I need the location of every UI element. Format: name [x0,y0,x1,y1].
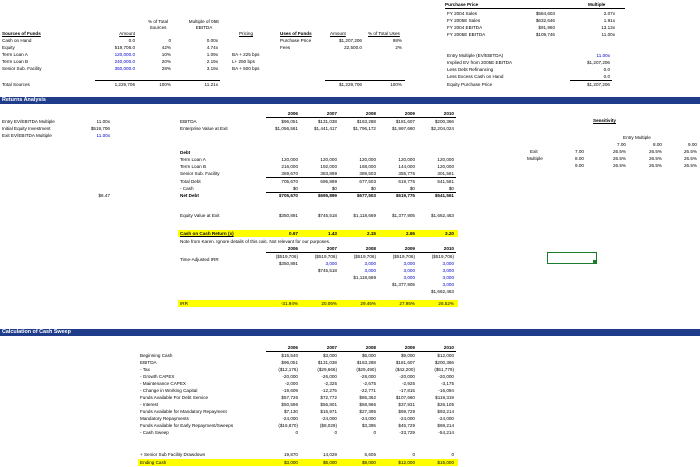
sensitivity-multiple-label: Multiple [527,156,543,161]
sources-total-amount: 1,229,706 [114,82,135,87]
purchase-row-value: $109,746 [535,32,555,37]
uses-row-pct: 98% [392,38,402,43]
sources-row-multiple: 4.74x [206,45,218,50]
debt-row-value: 355,775 [398,171,415,176]
returns-ev-value: $1,796,172 [353,126,376,131]
sweep-row-label: Funds Available for Mandatory Repayment [140,409,227,414]
irr-blue-fill: 3,000 [403,261,415,266]
sweep-row-value: ($51,779) [434,367,454,372]
returns-debt-label: Debt [180,150,191,155]
sweep-row-value: $15,971 [320,409,337,414]
purchase-calc-label: Equity Purchase Price [447,82,493,87]
debt-row-value: 120,000 [359,157,376,162]
purchase-calc-value: 0.0 [603,74,610,79]
purchase-calc-label: Implied EV from 2005E EBITDA [447,60,513,65]
purchase-calc-value: $1,207,206 [587,60,610,65]
irr-blue-fill: 3,000 [403,268,415,273]
sweep-row-value: $131,038 [317,360,337,365]
sweep-year: 2010 [443,345,454,350]
purchase-row-label: FY 2004 Sales [447,11,478,16]
sources-row-pricing: BA + 225 bps [232,52,260,57]
sweep-row-value: ($16,870) [278,423,298,428]
debt-row-value: 144,000 [398,164,415,169]
net-debt-value: $541,561 [434,193,454,198]
selected-cell[interactable] [547,252,597,264]
debt-row-label: - Cash [180,186,194,191]
sweep-row-value: ($8,029) [319,423,337,428]
sweep-year: 2008 [365,345,376,350]
sources-row-pct: 20% [161,59,171,64]
sources-pricing-header: Pricing [238,31,254,36]
irr-value: 27.95% [399,301,415,306]
sweep-row-label: Beginning Cash [140,353,173,358]
debt-row-label: Term Loan A [180,157,206,162]
debt-row-value: 120,000 [281,157,298,162]
sweep-row-label: - Maintenance CAPEX [140,381,186,386]
irr-blue-fill: 3,000 [442,282,454,287]
sources-row-multiple: 2.19x [206,59,218,64]
sources-multiple-header: Multiple of 05E EBITDA [188,19,220,30]
sources-row-multiple: 1.09x [206,52,218,57]
sensitivity-cell: 26.5% [683,163,697,168]
sweep-row-value: -54,214 [438,430,454,435]
returns-assumption-label: Initial Equity Investment [2,126,51,131]
fill-handle[interactable] [593,260,596,263]
coc-value: 2.65 [406,231,415,236]
debt-row-label: Senior Sub. Facility [180,171,220,176]
returns-analysis-banner [0,97,700,104]
sensitivity-cell: 26.5% [612,149,626,154]
irr-blue-fill: 3,000 [442,268,454,273]
sources-total-pct: 100% [159,82,171,87]
returns-assumption-label: Entry EV/EBITDA Multiple [2,119,55,124]
ending-cash-value: $15,000 [437,460,454,465]
sweep-row-value: -33,729 [399,430,415,435]
debt-row-value: $0 [409,186,415,191]
sweep-row-value: $96,051 [281,360,298,365]
debt-subtotal-line [266,177,456,178]
sweep-row-label: Funds Available for Early Repayment/Sweeps [140,423,234,428]
coc-value: 0.67 [289,231,298,236]
sources-total-multiple: 11.21x [204,82,218,87]
sweep-row-value: $37,931 [398,402,415,407]
sweep-row-label: Funds Available For Debt Service [140,395,209,400]
net-debt-value: $619,775 [395,193,415,198]
sweep-row-value: 19,870 [283,452,298,457]
irr-proceeds: $1,377,905 [392,282,415,287]
returns-year: 2010 [443,111,454,116]
sweep-row-value: $3,395 [361,423,376,428]
purchase-calc-value: 11.00x [596,53,610,58]
returns-year-line [266,117,456,118]
debt-row-label: Term Loan B [180,164,207,169]
sources-row-pct: 28% [161,66,171,71]
sweep-row-label: + Senior Sub Facility Drawdown [140,452,206,457]
purchase-row-multiple: 1.91x [603,18,615,23]
sweep-row-value: $26,105 [437,402,454,407]
sources-total-line [95,80,220,81]
sensitivity-cell: 26.5% [683,149,697,154]
sources-row-pricing: BA + 500 bps [232,66,260,71]
coc-label: Cash on Cash Return (x) [180,231,234,236]
debt-row-value: 120,000 [320,157,337,162]
coc-value: 3.20 [445,231,454,236]
irr-proceeds: $745,518 [317,268,337,273]
sweep-row-value: -24,000 [321,416,337,421]
sweep-row-label: EBITDA [140,360,157,365]
sensitivity-entry-label: Entry Multiple [623,135,651,140]
sweep-row-value: 0 [295,430,298,435]
tirr-label: Time-Adjusted IRR [180,257,219,262]
uses-row-amount: 22,500.0 [344,45,362,50]
debt-row-value: 389,503 [359,171,376,176]
sweep-row-value: -17,815 [399,388,415,393]
sweep-row-value: $181,607 [395,360,415,365]
irr-label: IRR [180,301,188,306]
sources-row-pct: 10% [161,52,171,57]
purchase-row-label: FY 2005E Sales [447,18,481,23]
ending-cash-value: $3,000 [283,460,298,465]
sweep-row-value: -2,000 [284,381,298,386]
sweep-row-value: $50,596 [281,402,298,407]
sweep-row-value: $58,966 [359,402,376,407]
sensitivity-cell: 26.5% [683,156,697,161]
ending-cash-value: $6,000 [322,460,337,465]
sweep-row-value: -19,609 [282,388,298,393]
uses-total-pct: 100% [390,82,402,87]
sweep-row-value: ($29,490) [356,367,376,372]
returns-analysis-title: Returns Analysis [2,97,46,103]
sensitivity-row-header: 8.00 [575,156,584,161]
ending-cash-value: $9,000 [361,460,376,465]
uses-total-amount: $1,229,706 [339,82,362,87]
uses-row-pct: 2% [395,45,402,50]
sensitivity-row-header: 7.00 [575,149,584,154]
ending-cash-value: $12,000 [398,460,415,465]
sweep-row-value: -24,000 [282,416,298,421]
uses-amount-header: Amount [330,31,346,36]
irr-proceeds: $350,891 [278,261,298,266]
irr-investment: ($519,706) [392,254,415,259]
sensitivity-exit-label: Exit [530,149,538,154]
net-debt-value: $677,503 [356,193,376,198]
returns-ev-value: $2,204,024 [431,126,454,131]
debt-row-value: 369,670 [281,171,298,176]
sweep-row-value: 0 [451,452,454,457]
sweep-row-value: $57,726 [281,395,298,400]
sweep-year: 2006 [287,345,298,350]
sweep-row-value: $15,540 [281,353,298,358]
sweep-row-label: - Cash Sweep [140,430,169,435]
sensitivity-col-header: 9.00 [688,142,697,147]
sweep-row-value: -2,925 [401,381,415,386]
sensitivity-cell: 26.5% [648,156,662,161]
irr-blue-fill: 3,000 [364,261,376,266]
purchase-calc-label: Less Debt Refinancing [447,67,494,72]
purchase-price-header: Purchase Price [445,2,479,7]
cash-sweep-banner [0,329,700,336]
purchase-calc-label: Less Excess Cash on Hand [447,74,504,79]
sources-row-pricing: L+ 250 bps [232,59,255,64]
sweep-row-value: $93,214 [437,409,454,414]
purchase-row-multiple: 2.07x [603,11,615,16]
uses-pct-header: % of Total Uses [368,31,400,36]
sweep-row-value: -28,000 [360,374,376,379]
sweep-row-value: -2,675 [362,381,376,386]
irr-year: 2008 [365,246,376,251]
returns-ev-label: Enterprise Value at Exit [180,126,228,131]
irr-blue-fill: 3,000 [325,261,337,266]
irr-year: 2009 [404,246,415,251]
irr-value: -31.94% [280,301,298,306]
returns-ebitda-value: $200,366 [434,119,454,124]
uses-header: Uses of Funds [280,31,312,36]
irr-year: 2006 [287,246,298,251]
sweep-row-value: $107,660 [395,395,415,400]
irr-investment: ($519,706) [275,254,298,259]
sources-row-amount: 519,706.0 [114,45,135,50]
ending-cash-label: Ending Cash [140,460,167,465]
debt-row-value: 705,670 [281,179,298,184]
irr-year: 2010 [443,246,454,251]
sensitivity-cell: 26.5% [612,163,626,168]
sources-row-label: Term Loan B [2,59,29,64]
sources-row-label: Senior Sub. Facility [2,66,42,71]
irr-investment: ($519,706) [431,254,454,259]
returns-side-value: $6.47 [98,193,110,198]
returns-ebitda-value: $96,051 [281,119,298,124]
returns-year: 2009 [404,111,415,116]
debt-row-value: $0 [370,186,376,191]
equity-exit-label: Equity Value at Exit [180,213,220,218]
irr-blue-fill: 3,000 [442,275,454,280]
purchase-multiple-header: Multiple [588,2,606,7]
irr-value: 26.52% [438,301,454,306]
coc-value: 1.43 [328,231,337,236]
sources-amount-header: Amount [119,31,135,36]
debt-row-value: 192,000 [320,164,337,169]
irr-blue-fill: 3,000 [442,261,454,266]
sweep-row-value: $7,130 [283,409,298,414]
irr-investment: ($519,706) [353,254,376,259]
sweep-row-value: $12,000 [437,353,454,358]
purchase-calc-value: $1,207,206 [587,82,610,87]
purchase-total-line [570,80,612,81]
sweep-row-value: $3,000 [322,353,337,358]
sweep-row-value: ($29,666) [317,367,337,372]
sweep-row-value: 0 [412,452,415,457]
sensitivity-row-header: 9.00 [575,163,584,168]
sweep-row-value: $45,729 [398,423,415,428]
returns-year: 2006 [287,111,298,116]
sources-row-multiple: 3.19x [206,66,218,71]
sweep-row-value: -20,000 [438,374,454,379]
purchase-row-multiple: 13.13x [601,25,615,30]
cash-sweep-title: Calculation of Cash Sweep [2,329,71,335]
irr-year: 2007 [326,246,337,251]
sweep-row-value: $69,729 [398,409,415,414]
sweep-row-label: - Change in Working Capital [140,388,198,393]
debt-row-value: 541,561 [437,179,454,184]
net-debt-value: $695,899 [317,193,337,198]
purchase-row-value: $632,646 [535,18,555,23]
sources-row-amount: 0.0 [128,38,135,43]
debt-row-value: 301,561 [437,171,454,176]
debt-row-label: Total Debt [180,179,201,184]
purchase-row-multiple: 11.00x [601,32,615,37]
sources-row-pct: 0 [168,38,171,43]
coc-value: 2.15 [367,231,376,236]
sweep-row-label: - Tax [140,367,150,372]
purchase-row-value: $91,960 [538,25,555,30]
returns-ev-value: $1,997,680 [392,126,415,131]
returns-year: 2008 [365,111,376,116]
irr-blue-fill: 3,000 [364,268,376,273]
sources-row-label: Term Loan A [2,52,28,57]
sources-row-multiple: 0.00x [206,38,218,43]
returns-ev-value: $1,056,561 [275,126,298,131]
sweep-row-value: -20,000 [399,374,415,379]
sources-row-amount: 240,000.0 [114,59,135,64]
sources-pct-header: % of Total Sources [147,19,169,30]
equity-exit-value: $745,518 [317,213,337,218]
sweep-year: 2007 [326,345,337,350]
sweep-row-value: -3,175 [440,381,454,386]
debt-row-value: 120,000 [437,164,454,169]
sources-row-amount: 120,000.0 [114,52,135,57]
purchase-row-label: FY 2004 EBITDA [447,25,483,30]
sweep-row-value: -26,000 [321,374,337,379]
karen-note: Note from Karen. Ignore details of this calc. Not relevant for our purposes. [180,239,331,244]
debt-row-value: 120,000 [398,157,415,162]
sources-header: Sources of Funds [2,31,41,36]
equity-exit-value: $1,377,905 [392,213,415,218]
sweep-row-value: $86,362 [359,395,376,400]
sweep-row-value: -12,275 [321,388,337,393]
sensitivity-cell: 26.5% [648,149,662,154]
sweep-row-value: -24,000 [360,416,376,421]
returns-assumption-value: $519,706 [90,126,110,131]
returns-ebitda-value: $181,607 [395,119,415,124]
sweep-row-value: -20,000 [282,374,298,379]
sweep-row-label: - Interest [140,402,159,407]
purchase-header-line [445,8,625,9]
sweep-row-value: $27,395 [359,409,376,414]
purchase-row-label: FY 2005E EBITDA [447,32,486,37]
returns-assumption-label: Exit EV/EBITDA Multiple [2,133,52,138]
sources-row-amount: 350,000.0 [114,66,135,71]
sweep-row-value: -24,000 [438,416,454,421]
sweep-row-value: -22,771 [360,388,376,393]
returns-ebitda-value: $131,038 [317,119,337,124]
sensitivity-col-header: 8.00 [653,142,662,147]
irr-investment: ($519,706) [314,254,337,259]
uses-row-amount: $1,207,206 [339,38,362,43]
debt-row-value: 216,000 [281,164,298,169]
sweep-row-value: ($12,176) [278,367,298,372]
uses-total-line [325,80,405,81]
sensitivity-cell: 26.5% [612,156,626,161]
uses-row-label: Fees [280,45,291,50]
sweep-row-value: 14,029 [322,452,337,457]
sources-row-label: Equity [2,45,15,50]
debt-row-value: $0 [292,186,298,191]
debt-row-value: 619,775 [398,179,415,184]
equity-exit-value: $1,662,463 [431,213,454,218]
sweep-row-value: 5,605 [364,452,376,457]
sweep-row-label: Mandatory Repayments [140,416,189,421]
sensitivity-cell: 26.5% [648,163,662,168]
irr-blue-fill: 3,000 [403,275,415,280]
sweep-year-line [266,351,456,352]
returns-assumption-value: 11.00x [96,133,110,138]
returns-year: 2007 [326,111,337,116]
equity-exit-value: $1,118,669 [353,213,376,218]
returns-ebitda-label: EBITDA [180,119,197,124]
debt-row-value: 677,503 [359,179,376,184]
debt-row-value: $0 [448,186,454,191]
debt-row-value: 695,899 [320,179,337,184]
sweep-row-value: ($42,200) [395,367,415,372]
debt-row-value: 120,000 [437,157,454,162]
sweep-year: 2009 [404,345,415,350]
sweep-row-value: $163,288 [356,360,376,365]
debt-row-value: $0 [331,186,337,191]
returns-ebitda-value: $163,288 [356,119,376,124]
sweep-row-value: $72,772 [320,395,337,400]
sweep-row-value: $9,000 [400,353,415,358]
sweep-row-value: -2,325 [323,381,337,386]
sweep-row-value: $56,801 [320,402,337,407]
irr-proceeds: $1,118,669 [353,275,376,280]
purchase-calc-label: Entry Multiple (EV/EBITDA) [447,53,504,58]
sweep-row-value: -24,000 [399,416,415,421]
sweep-row-value: 0 [334,430,337,435]
sources-row-pct: 42% [161,45,171,50]
purchase-calc-value: 0.0 [603,67,610,72]
sweep-row-label: - Growth CAPEX [140,374,175,379]
sweep-row-value: $69,214 [437,423,454,428]
sweep-row-value: $6,000 [361,353,376,358]
purchase-row-value: $584,603 [535,11,555,16]
sensitivity-title: Sensitivity [593,118,616,123]
uses-row-label: Purchase Price [280,38,312,43]
sources-total-label: Total Sources [2,82,30,87]
equity-exit-value: $350,891 [278,213,298,218]
debt-row-value: 383,899 [320,171,337,176]
net-debt-value: $705,670 [278,193,298,198]
irr-year-line [266,252,456,253]
irr-value: 20.06% [321,301,337,306]
sources-row-label: Cash on Hand [2,38,32,43]
sweep-row-value: 0 [373,430,376,435]
debt-row-value: 168,000 [359,164,376,169]
returns-assumption-value: 11.00x [96,119,110,124]
irr-proceeds: $1,662,463 [431,289,454,294]
sweep-row-value: $200,366 [434,360,454,365]
sweep-row-value: -16,094 [438,388,454,393]
returns-ev-value: $1,441,417 [314,126,337,131]
sweep-row-value: $119,319 [435,395,454,400]
sensitivity-col-header: 7.00 [617,142,626,147]
irr-value: 29.46% [360,301,376,306]
net-debt-label: Net Debt [180,193,199,198]
